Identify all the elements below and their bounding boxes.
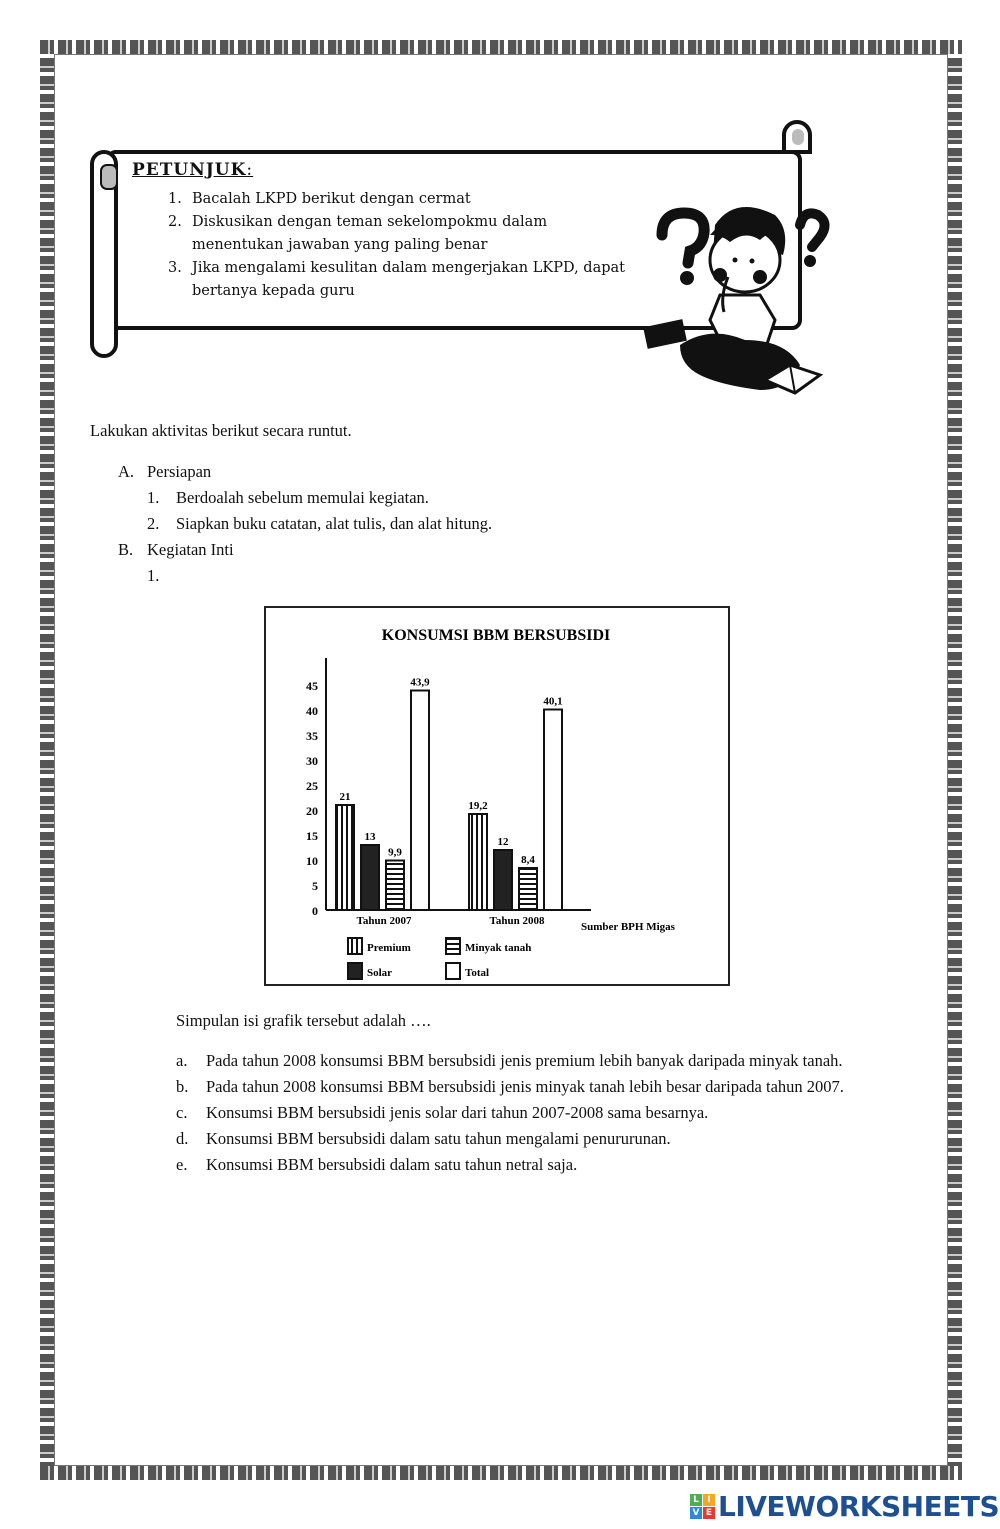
answer-option-d[interactable] bbox=[176, 1126, 912, 1152]
option-label: c. bbox=[176, 1103, 188, 1122]
section-b-title: Kegiatan Inti bbox=[147, 540, 234, 559]
option-label: b. bbox=[176, 1077, 189, 1096]
section-a-title: Persiapan bbox=[147, 462, 212, 481]
bar-premium bbox=[469, 814, 487, 910]
option-text: Pada tahun 2008 konsumsi BBM bersubsidi jenis premium lebih banyak daripada minyak tanah. bbox=[206, 1051, 843, 1070]
y-tick-label: 0 bbox=[312, 904, 318, 918]
option-label: a. bbox=[176, 1051, 188, 1070]
bbm-consumption-chart bbox=[264, 606, 730, 986]
bar-total bbox=[544, 710, 562, 911]
answer-option-e[interactable] bbox=[176, 1152, 912, 1178]
answer-option-a[interactable] bbox=[176, 1048, 912, 1074]
instructions-heading: PETUNJUK: bbox=[132, 160, 254, 180]
instruction-text: Jika mengalami kesulitan dalam mengerjakan LKPD, dapat bertanya kepada guru bbox=[192, 260, 625, 299]
answer-option-c[interactable] bbox=[176, 1100, 912, 1126]
scroll-top-curl-icon bbox=[782, 120, 812, 154]
answer-options bbox=[176, 1048, 912, 1178]
section-a-label: A. bbox=[118, 462, 135, 481]
bar-value-label: 13 bbox=[364, 831, 376, 843]
y-tick-label: 20 bbox=[306, 804, 318, 818]
logo-letter: E bbox=[703, 1507, 715, 1519]
x-category-label: Tahun 2007 bbox=[356, 915, 412, 927]
y-tick-label: 25 bbox=[306, 779, 318, 793]
logo-letter: L bbox=[690, 1494, 702, 1506]
thinking-child-illustration bbox=[640, 195, 830, 410]
chart-title: KONSUMSI BBM BERSUBSIDI bbox=[381, 627, 611, 644]
instruction-number: 3. bbox=[168, 260, 182, 276]
y-tick-label: 35 bbox=[306, 729, 318, 743]
bar-value-label: 8,4 bbox=[521, 854, 535, 866]
instruction-number: 1. bbox=[168, 191, 182, 207]
logo-letter: I bbox=[703, 1494, 715, 1506]
bar-value-label: 21 bbox=[339, 791, 351, 803]
bar-value-label: 43,9 bbox=[410, 676, 430, 689]
legend-swatch-premium bbox=[348, 938, 362, 954]
y-tick-label: 30 bbox=[306, 754, 318, 768]
option-label: e. bbox=[176, 1155, 188, 1174]
y-tick-label: 40 bbox=[306, 704, 318, 718]
step-number: 2. bbox=[147, 514, 160, 533]
legend-label: Total bbox=[465, 967, 490, 979]
option-label: d. bbox=[176, 1129, 189, 1148]
instructions-list bbox=[168, 188, 638, 303]
x-category-label: Tahun 2008 bbox=[489, 915, 545, 927]
step-text: Siapkan buku catatan, alat tulis, dan alat hitung. bbox=[176, 514, 493, 533]
scroll-left-roll bbox=[90, 150, 118, 358]
step-text: Berdoalah sebelum memulai kegiatan. bbox=[176, 488, 429, 507]
book-stack-icon bbox=[643, 319, 687, 349]
logo-letter: V bbox=[690, 1507, 702, 1519]
step-number: 1. bbox=[147, 488, 160, 507]
chart-source: Sumber BPH Migas bbox=[581, 921, 675, 933]
question-prompt: Simpulan isi grafik tersebut adalah …. bbox=[176, 1011, 431, 1030]
bar-value-label: 19,2 bbox=[468, 800, 488, 812]
bar-solar bbox=[361, 845, 379, 910]
bar-minyak-tanah bbox=[519, 868, 537, 910]
y-tick-label: 15 bbox=[306, 829, 318, 843]
instruction-text: Diskusikan dengan teman sekelompokmu dalam menentukan jawaban yang paling benar bbox=[192, 214, 548, 253]
bar-total bbox=[411, 691, 429, 911]
brand-name: LIVEWORKSHEETS bbox=[718, 1490, 1000, 1523]
liveworksheets-brand[interactable] bbox=[690, 1490, 999, 1523]
legend-label: Minyak tanah bbox=[465, 942, 532, 954]
liveworksheets-logo-icon bbox=[690, 1494, 715, 1519]
legend-swatch-solar bbox=[348, 963, 362, 979]
instruction-item bbox=[168, 257, 638, 303]
legend-swatch-minyak-tanah bbox=[446, 938, 460, 954]
legend-swatch-total bbox=[446, 963, 460, 979]
option-text: Pada tahun 2008 konsumsi BBM bersubsidi jenis minyak tanah lebih besar daripada tahun 2007. bbox=[206, 1077, 844, 1096]
bar-solar bbox=[494, 850, 512, 910]
bar-value-label: 9,9 bbox=[388, 846, 402, 859]
bar-minyak-tanah bbox=[386, 861, 404, 911]
y-tick-label: 10 bbox=[306, 854, 318, 868]
y-tick-label: 45 bbox=[306, 679, 318, 693]
section-b-label: B. bbox=[118, 540, 134, 559]
question-mark-icon bbox=[662, 213, 704, 285]
question-mark-icon bbox=[800, 213, 825, 267]
instruction-item bbox=[168, 188, 638, 211]
instruction-number: 2. bbox=[168, 214, 182, 230]
legend-label: Solar bbox=[367, 967, 393, 979]
option-text: Konsumsi BBM bersubsidi dalam satu tahun netral saja. bbox=[206, 1155, 578, 1174]
legend-label: Premium bbox=[367, 942, 411, 954]
bar-premium bbox=[336, 805, 354, 910]
y-tick-label: 5 bbox=[312, 879, 318, 893]
answer-option-b[interactable] bbox=[176, 1074, 912, 1100]
scroll-curl-icon bbox=[100, 164, 118, 190]
step-number: 1. bbox=[147, 566, 160, 585]
bar-value-label: 12 bbox=[497, 836, 509, 848]
bar-value-label: 40,1 bbox=[543, 695, 563, 708]
instruction-item bbox=[168, 211, 638, 257]
option-text: Konsumsi BBM bersubsidi dalam satu tahun mengalami penururunan. bbox=[206, 1129, 671, 1148]
option-text: Konsumsi BBM bersubsidi jenis solar dari tahun 2007-2008 sama besarnya. bbox=[206, 1103, 709, 1122]
chart-canvas bbox=[266, 608, 728, 984]
intro-text: Lakukan aktivitas berikut secara runtut. bbox=[90, 421, 352, 440]
instruction-text: Bacalah LKPD berikut dengan cermat bbox=[192, 191, 471, 207]
